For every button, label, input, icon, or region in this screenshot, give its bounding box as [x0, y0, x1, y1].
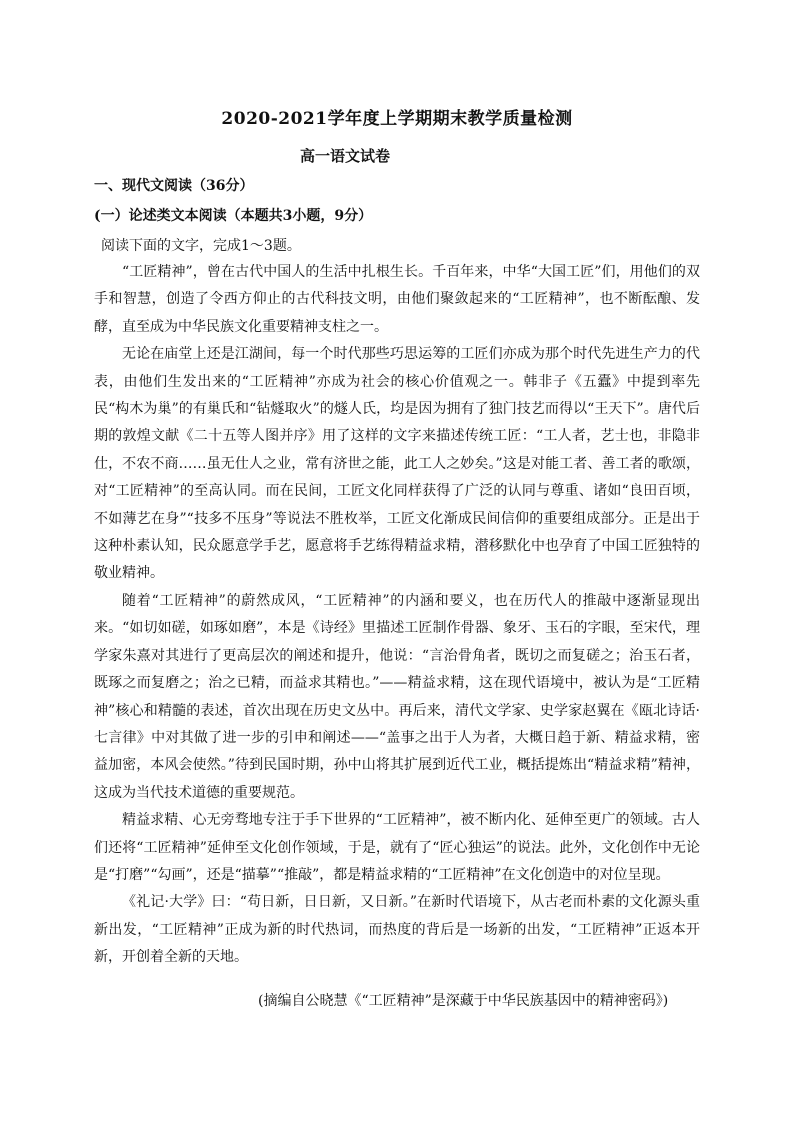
- subsection-heading: (一）论述类文本阅读（本题共3小题，9分）: [94, 208, 373, 224]
- passage-paragraph: 随着“工匠精神”的蔚然成风，“工匠精神”的内涵和要义，也在历代人的推敲中逐渐显现出来。“如切如磋，如琢如磨”，本是《诗经》里描述工匠制作骨器、象牙、玉石的字眼，至宋代，理学家朱熹对其进行了更高层次的阐述和提升，他说：“言治骨角者，既切之而复磋之；治玉石者，既琢之而复磨之；治之已精，而益求其精也。”——精益求精，这在现代语境中，被认为是“工匠精神”核心和精髓的表述，首次出现在历史文丛中。再后来，清代文学家、史学家赵翼在《瓯北诗话·七言律》中对其做了进一步的引申和阐述——“盖事之出于人为者，大概日趋于新、精益求精，密益加密，本风会使然。”待到民国时期，孙中山将其扩展到近代工业，概括提炼出“精益求精”精神，这成为当代技术道德的重要规范。: [94, 592, 700, 801]
- passage-source: (摘编自公晓慧《“工匠精神”是深藏于中华民族基因中的精神密码》): [258, 993, 669, 1009]
- section-heading: 一、现代文阅读（36分）: [94, 178, 254, 194]
- reading-instruction: 阅读下面的文字，完成1～3题。: [101, 238, 301, 254]
- passage-paragraph: 无论在庙堂上还是江湖间，每一个时代那些巧思运筹的工匠们亦成为那个时代先进生产力的代表，由他们生发出来的“工匠精神”亦成为社会的核心价值观之一。韩非子《五蠹》中提到率先民“构木为巢”的有巢氏和“钻燧取火”的燧人氏，均是因为拥有了独门技艺而得以“王天下”。唐代后期的敦煌文献《二十五等人图并序》用了这样的文字来描述传统工匠：“工人者，艺士也，非隐非仕，不农不商……虽无仕人之业，常有济世之能，此工人之妙矣。”这是对能工者、善工者的歌颂，对“工匠精神”的至高认同。而在民间，工匠文化同样获得了广泛的认同与尊重、诸如“良田百顷，不如薄艺在身”“技多不压身”等说法不胜枚举，工匠文化渐成民间信仰的重要组成部分。正是出于这种朴素认知，民众愿意学手艺，愿意将手艺练得精益求精，潜移默化中也孕育了中国工匠独特的敬业精神。: [94, 346, 700, 582]
- page-title: 2020-2021学年度上学期期末教学质量检测: [221, 109, 573, 129]
- passage-paragraph: 《礼记·大学》曰：“苟日新，日日新，又日新。”在新时代语境下，从古老而朴素的文化源头重新出发，“工匠精神”正成为新的时代热词，而热度的背后是一场新的出发，“工匠精神”正返本开新，开创着全新的天地。: [94, 894, 700, 966]
- passage-paragraph: “工匠精神”，曾在古代中国人的生活中扎根生长。千百年来，中华“大国工匠”们，用他们的双手和智慧，创造了令西方仰止的古代科技文明，由他们聚敛起来的“工匠精神”，也不断酝酿、发酵，直至成为中华民族文化重要精神支柱之一。: [94, 264, 700, 335]
- paper-subtitle: 高一语文试卷: [300, 147, 391, 165]
- passage-body: [94, 259, 700, 972]
- passage-paragraph: 精益求精、心无旁骛地专注于手下世界的“工匠精神”，被不断内化、延伸至更广的领域。古人们还将“工匠精神”延伸至文化创作领域，于是，就有了“匠心独运”的说法。此外，文化创作中无论是“打磨”“勾画”，还是“描摹”“推敲”，都是精益求精的“工匠精神”在文化创造中的对位呈现。: [94, 812, 700, 883]
